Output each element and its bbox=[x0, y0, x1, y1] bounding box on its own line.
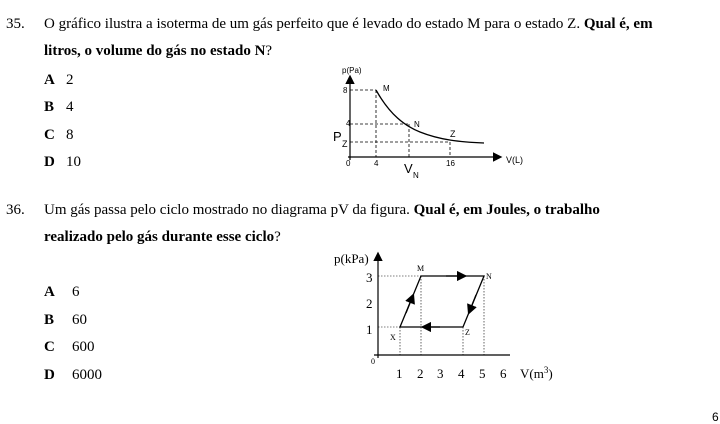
q36-number: 36. bbox=[6, 202, 25, 218]
q35-ytick-4: 4 bbox=[346, 119, 351, 128]
option-letter: B bbox=[44, 312, 55, 328]
q36-point-n: N bbox=[486, 272, 492, 281]
option-value: 2 bbox=[66, 72, 74, 88]
q36-xtick-3: 3 bbox=[437, 366, 444, 381]
q35-point-n: N bbox=[414, 120, 420, 129]
q36-point-m: M bbox=[417, 264, 425, 273]
option-value: 6 bbox=[72, 284, 80, 300]
q36-xtick-4: 4 bbox=[458, 366, 465, 381]
q35-text-bold: Qual é, em bbox=[583, 16, 653, 32]
option-value: 8 bbox=[66, 127, 74, 143]
q35-vn-sub: N bbox=[413, 171, 419, 180]
q36-ytick-1: 1 bbox=[366, 322, 373, 337]
option-value: 10 bbox=[66, 154, 81, 170]
q36-ytick-3: 3 bbox=[366, 270, 373, 285]
q36-xtick-2: 2 bbox=[417, 366, 424, 381]
q35-number: 35. bbox=[6, 16, 25, 32]
q36-origin: 0 bbox=[371, 357, 375, 366]
q36-text-qmark: ? bbox=[274, 229, 281, 245]
option-letter: D bbox=[44, 154, 55, 170]
q36-xtick-6: 6 bbox=[500, 366, 507, 381]
option-letter: B bbox=[44, 99, 55, 115]
q36-option-c[interactable] bbox=[44, 339, 95, 356]
q35-pz-label: P bbox=[333, 129, 342, 144]
q36-text-bold2: realizado pelo gás durante esse ciclo bbox=[44, 229, 275, 245]
option-value: 6000 bbox=[72, 367, 102, 383]
q36-option-b[interactable] bbox=[44, 312, 87, 329]
q35-text-bold2: litros, o volume do gás no estado N bbox=[44, 43, 266, 59]
q36-option-d[interactable] bbox=[44, 367, 102, 384]
q36-text-bold: Qual é, em Joules, o trabalho bbox=[413, 202, 600, 218]
q35-text-qmark: ? bbox=[265, 43, 273, 59]
option-letter: A bbox=[44, 72, 55, 88]
option-value: 4 bbox=[66, 99, 74, 115]
q35-point-z: Z bbox=[450, 129, 456, 139]
q35-option-b[interactable] bbox=[44, 99, 74, 116]
q35-point-m: M bbox=[383, 84, 390, 93]
q35-option-a[interactable] bbox=[44, 72, 74, 89]
option-letter: D bbox=[44, 367, 55, 383]
q36-cycle-path bbox=[400, 276, 484, 327]
q36-point-z: Z bbox=[465, 328, 470, 337]
q36-arrow-nz bbox=[470, 295, 476, 310]
q35-xlabel: V(L) bbox=[506, 155, 524, 165]
q36-text-plain: Um gás passa pelo ciclo mostrado no diagrama pV da figura. bbox=[44, 202, 410, 218]
q35-isotherm-curve bbox=[376, 90, 484, 143]
q35-xtick-16: 16 bbox=[446, 159, 455, 168]
q35-xtick-0: 0 bbox=[346, 159, 351, 168]
q35-ylabel: p(Pa) bbox=[342, 66, 362, 75]
q36-arrow-xm bbox=[406, 298, 412, 313]
q36-text-line1 bbox=[44, 202, 600, 219]
q35-pz-sub: Z bbox=[342, 139, 348, 149]
q35-ytick-8: 8 bbox=[343, 86, 348, 95]
page-number: 6 bbox=[712, 410, 719, 424]
q36-ylabel: p(kPa) bbox=[334, 251, 369, 266]
option-value: 60 bbox=[72, 312, 87, 328]
q36-xtick-5: 5 bbox=[479, 366, 486, 381]
option-letter: C bbox=[44, 339, 55, 355]
q35-option-d[interactable] bbox=[44, 154, 81, 171]
q36-option-a[interactable] bbox=[44, 284, 80, 301]
q35-option-c[interactable] bbox=[44, 127, 74, 144]
option-letter: A bbox=[44, 284, 55, 300]
q35-text-plain: O gráfico ilustra a isoterma de um gás perfeito que é levado do estado M para o estado Z. bbox=[44, 16, 581, 32]
q36-text-line2 bbox=[44, 229, 281, 246]
option-letter: C bbox=[44, 127, 55, 143]
q35-vn-label: V bbox=[404, 161, 413, 176]
q36-ytick-2: 2 bbox=[366, 296, 373, 311]
option-value: 600 bbox=[72, 339, 95, 355]
q36-xlabel: $V(m^3)$ bbox=[520, 365, 553, 381]
q35-text-line2 bbox=[44, 43, 272, 60]
q36-point-x: X bbox=[390, 333, 396, 342]
q36-xtick-1: 1 bbox=[396, 366, 403, 381]
q35-xtick-4: 4 bbox=[374, 159, 379, 168]
q35-text-line1 bbox=[44, 16, 653, 33]
